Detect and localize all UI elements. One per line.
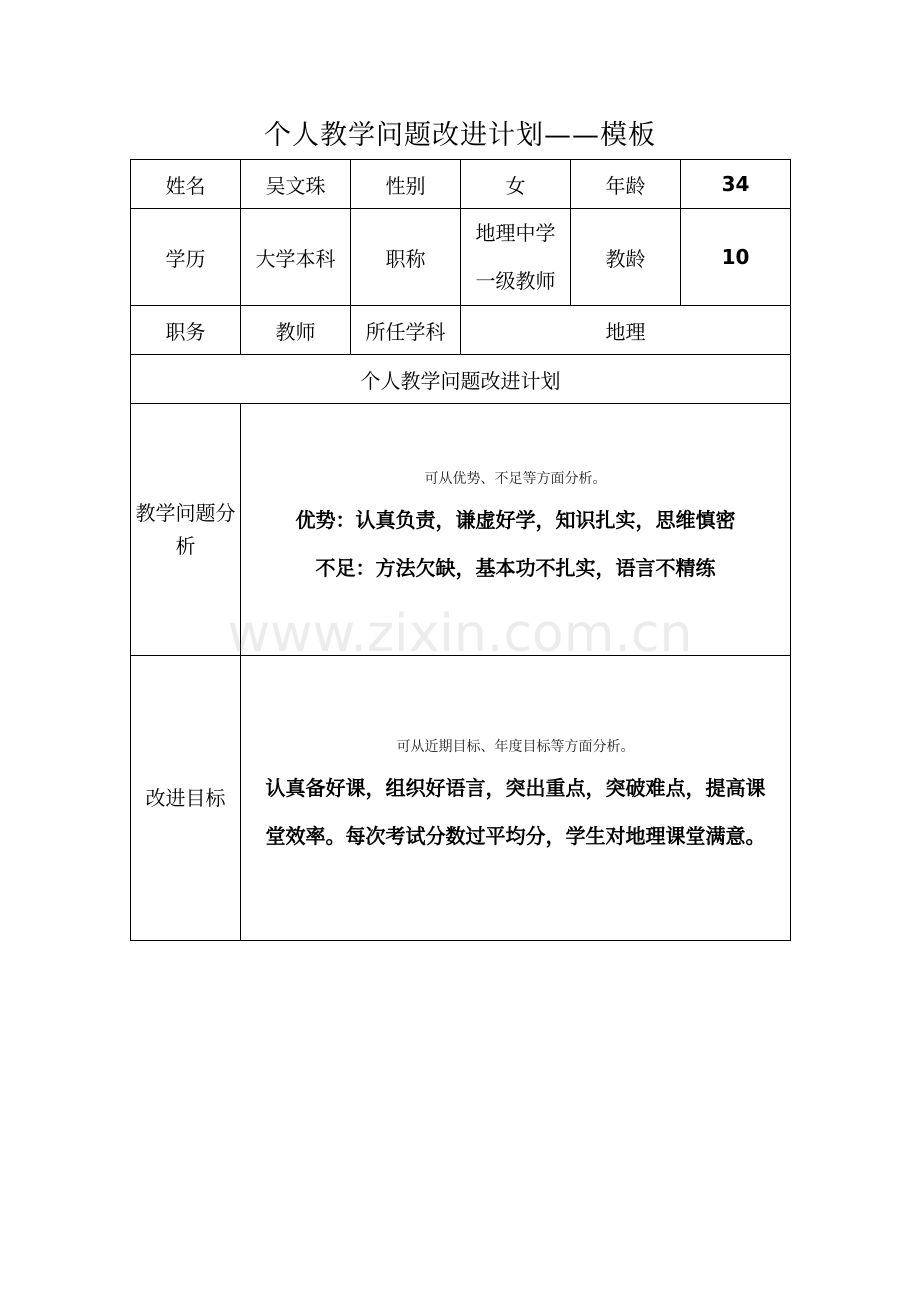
row-position xyxy=(131,306,791,355)
education-label: 学历 xyxy=(131,209,241,306)
title-rank-line: 一级教师 xyxy=(475,269,556,293)
row-basic-info xyxy=(131,160,791,209)
goal-hint: 可从近期目标、年度目标等方面分析。 xyxy=(396,739,635,755)
gender-label: 性别 xyxy=(351,160,461,209)
age-value: 34 xyxy=(681,160,791,209)
analysis-weaknesses: 不足：方法欠缺，基本功不扎实，语言不精练 xyxy=(315,555,716,580)
goal-line: 堂效率。每次考试分数过平均分，学生对地理课堂满意。 xyxy=(265,824,766,848)
title-rank-value xyxy=(461,209,571,306)
analysis-label-line: 析 xyxy=(175,533,196,558)
row-goal xyxy=(131,656,791,941)
name-label: 姓名 xyxy=(131,160,241,209)
goal-label: 改进目标 xyxy=(131,656,241,941)
plan-form-table xyxy=(130,159,791,941)
title-rank-label: 职称 xyxy=(351,209,461,306)
page-title: 个人教学问题改进计划——模板 xyxy=(264,120,656,151)
analysis-label-line: 教学问题分 xyxy=(135,500,236,525)
row-analysis xyxy=(131,404,791,656)
subject-label: 所任学科 xyxy=(351,306,461,355)
row-education xyxy=(131,209,791,306)
title-rank-line: 地理中学 xyxy=(475,221,556,245)
row-plan-header xyxy=(131,355,791,404)
teaching-years-label: 教龄 xyxy=(571,209,681,306)
plan-header: 个人教学问题改进计划 xyxy=(131,355,791,404)
name-value: 吴文珠 xyxy=(241,160,351,209)
education-value: 大学本科 xyxy=(241,209,351,306)
goal-content xyxy=(241,656,791,941)
analysis-label xyxy=(131,404,241,656)
gender-value: 女 xyxy=(461,160,571,209)
age-label: 年龄 xyxy=(571,160,681,209)
position-value: 教师 xyxy=(241,306,351,355)
analysis-strengths: 优势：认真负责，谦虚好学，知识扎实，思维慎密 xyxy=(295,507,736,532)
watermark: www.zixin.com.cn xyxy=(227,604,693,664)
analysis-hint: 可从优势、不足等方面分析。 xyxy=(424,470,607,487)
subject-value: 地理 xyxy=(461,306,791,355)
goal-line: 认真备好课，组织好语言，突出重点，突破难点，提高课 xyxy=(265,776,766,800)
analysis-content xyxy=(241,404,791,656)
position-label: 职务 xyxy=(131,306,241,355)
teaching-years-value: 10 xyxy=(681,209,791,306)
